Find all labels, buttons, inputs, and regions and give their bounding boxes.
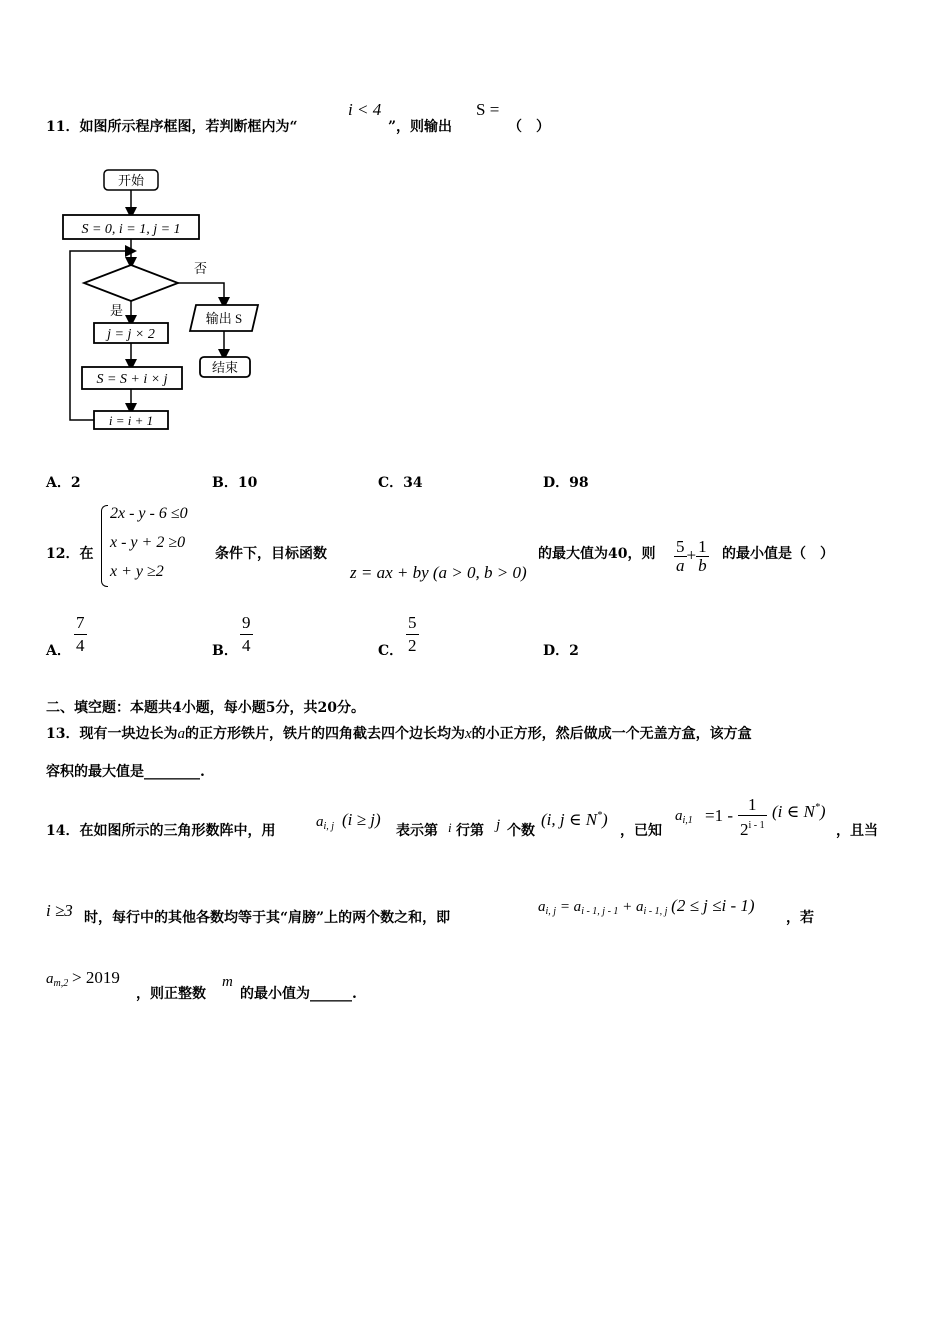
flow-no-label: 否 bbox=[194, 261, 208, 276]
q11-option-d: D．98 bbox=[543, 475, 589, 491]
flow-step3-label: i = i + 1 bbox=[108, 413, 154, 428]
q12-option-c-value: $\frac{5}{2}$ bbox=[408, 613, 417, 655]
flow-end-label: 结束 bbox=[211, 360, 239, 375]
q11-stem bbox=[46, 116, 298, 136]
q12-option-b-value: $\frac{9}{4}$ bbox=[242, 613, 251, 655]
q11-output-var: S = bbox=[476, 100, 500, 119]
flow-start-label: 开始 bbox=[117, 173, 145, 188]
q12-frac-5-a: $\frac{5}{a}$ bbox=[676, 537, 685, 575]
q14-l1e: ，已知 bbox=[620, 823, 662, 839]
q14-recurrence: $a_{i, j} = a_{i - 1, j - 1} + a_{i - 1, j}$ (2 ≤ j ≤i - 1) bbox=[538, 896, 755, 917]
q14-domain: (i, j ∈ N*) bbox=[541, 810, 608, 829]
q13-line2: 容积的最大值是________. bbox=[46, 764, 205, 780]
section2-title: 二、填空题：本题共4小题，每小题5分，共20分。 bbox=[46, 700, 365, 716]
q12-system-brace bbox=[101, 505, 108, 587]
q11-condition: i < 4 bbox=[348, 100, 382, 119]
q14-l1a: 14．在如图所示的三角形数阵中，用 bbox=[46, 823, 276, 839]
q12-option-b: B． bbox=[212, 643, 238, 659]
q12-ineq1: 2x - y - 6 ≤0 bbox=[110, 505, 188, 522]
q11-option-b: B．10 bbox=[212, 475, 258, 491]
q12-option-a-value: $\frac{7}{4}$ bbox=[76, 613, 85, 655]
q14-l1b: 表示第 bbox=[396, 823, 438, 839]
flowchart bbox=[58, 165, 268, 450]
q12-option-a: A． bbox=[46, 643, 71, 659]
q12-option-c: C． bbox=[378, 643, 404, 659]
q14-m-var: m bbox=[222, 974, 233, 990]
q12-max-text: 的最大值为40，则 bbox=[538, 546, 656, 562]
q12-ineq2: x - y + 2 ≥0 bbox=[110, 534, 186, 551]
q14-frac: $\frac{1}{2^{i - 1}}$ bbox=[740, 795, 765, 839]
flow-step2-label: S = S + i × j bbox=[96, 372, 168, 387]
q12-tail: 的最小值是（ ） bbox=[722, 546, 834, 562]
q12-condition-text: 条件下，目标函数 bbox=[215, 546, 327, 562]
q11-middle: ”，则输出 bbox=[388, 119, 453, 135]
q12-ineq3: x + y ≥2 bbox=[110, 563, 164, 580]
q14-l2b: ，若 bbox=[786, 910, 814, 926]
q14-l1f: ，且当 bbox=[836, 823, 878, 839]
q13-line1: 13．现有一块边长为a的正方形铁片，铁片的四角截去四个边长均为x的小正方形，然后做成一个无盖方盒，该方盒 bbox=[46, 726, 752, 742]
q11-option-c: C．34 bbox=[378, 475, 423, 491]
q12-option-d: D．2 bbox=[543, 643, 579, 659]
q14-cond: (i ≥ j) bbox=[342, 810, 381, 829]
q14-aij: $a_{i, j}$ bbox=[316, 814, 335, 832]
flow-decision bbox=[84, 265, 178, 301]
q12-objective: z = ax + by (a > 0, b > 0) bbox=[350, 563, 527, 582]
q14-l1d: 个数 bbox=[507, 823, 535, 839]
q14-l3b: 的最小值为______. bbox=[240, 986, 357, 1002]
q11-option-a: A．2 bbox=[46, 475, 81, 491]
q11-prefix: 11．如图所示程序框图，若判断框内为“ bbox=[46, 119, 298, 135]
q14-l2-cond: i ≥3 bbox=[46, 901, 73, 920]
q14-eq1: =1 - bbox=[705, 806, 733, 825]
q12-frac-1-b: $\frac{1}{b}$ bbox=[698, 537, 707, 575]
q14-i-var: i bbox=[448, 820, 452, 835]
flow-init-label: S = 0, i = 1, j = 1 bbox=[81, 222, 181, 237]
q14-am2: $a_{m,2} > 2019$ bbox=[46, 968, 120, 989]
q12-number: 12．在 bbox=[46, 546, 94, 562]
flow-output-label: 输出 S bbox=[205, 311, 243, 326]
q14-l2a: 时，每行中的其他各数均等于其“肩膀”上的两个数之和，即 bbox=[84, 910, 451, 926]
q12-expression: $\frac{5}{a}$ + $\frac{1}{b}$ bbox=[676, 537, 707, 575]
flow-yes-label: 是 bbox=[110, 303, 124, 318]
q14-j-var: j bbox=[496, 817, 501, 833]
q14-l1c: 行第 bbox=[456, 823, 484, 839]
q14-ai1: $a_{i,1}$ bbox=[675, 808, 693, 826]
flow-step1-label: j = j × 2 bbox=[107, 327, 155, 342]
q11-blank: （ ） bbox=[508, 119, 550, 135]
q14-in-n: (i ∈ N*) bbox=[772, 802, 826, 821]
q14-l3a: ，则正整数 bbox=[136, 986, 206, 1002]
